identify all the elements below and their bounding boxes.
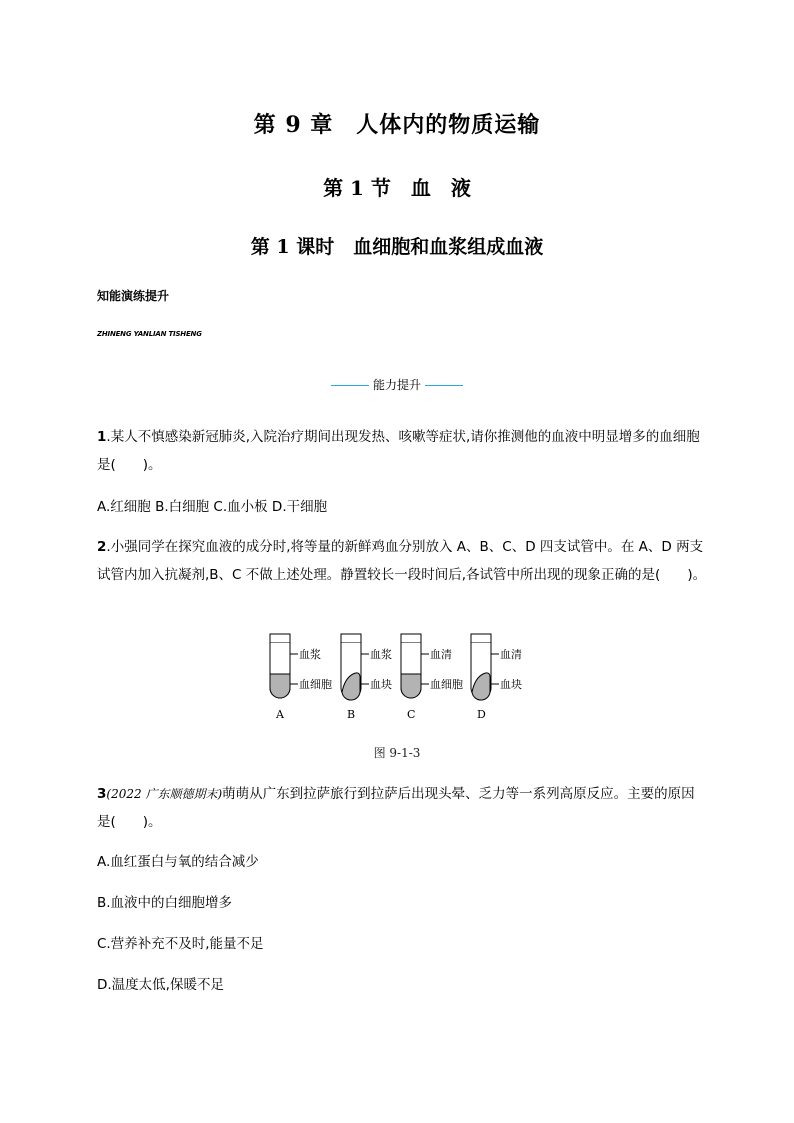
question-2-number: 2	[97, 539, 107, 555]
question-1	[97, 423, 707, 479]
chapter-title: 第 9 章 人体内的物质运输	[253, 112, 541, 138]
question-3	[97, 780, 707, 836]
question-3-option-a: A.血红蛋白与氧的结合减少	[97, 854, 259, 870]
lesson-title: 第 1 课时 血细胞和血浆组成血液	[250, 236, 544, 258]
tube-d-top-label: 血清	[500, 648, 522, 661]
tube-d	[471, 634, 522, 721]
tube-d-bottom-label: 血块	[500, 678, 522, 691]
banner-line-left	[331, 385, 369, 386]
tube-a-top-label: 血浆	[299, 648, 321, 661]
question-3-option-d: D.温度太低,保暖不足	[97, 977, 224, 993]
tube-b-top-label: 血浆	[370, 648, 392, 661]
question-3-source: (2022 广东顺德期末)	[106, 787, 223, 801]
tube-c-letter: C	[407, 708, 416, 721]
test-tube-figure	[265, 632, 535, 724]
tube-c-top-label: 血清	[430, 648, 452, 661]
figure-caption: 图 9-1-3	[373, 746, 421, 760]
section-title: 第 1 节 血 液	[323, 176, 471, 200]
tube-a	[270, 634, 332, 721]
ability-banner	[0, 376, 794, 393]
practice-title: 知能演练提升	[97, 289, 170, 303]
question-3-option-c: C.营养补充不及时,能量不足	[97, 936, 264, 952]
tube-a-letter: A	[276, 708, 284, 721]
question-1-text: .某人不慎感染新冠肺炎,入院治疗期间出现发热、咳嗽等症状,请你推测他的血液中明显增多的血细胞是( )。	[97, 429, 700, 473]
question-1-options: A.红细胞 B.白细胞 C.血小板 D.干细胞	[97, 499, 328, 515]
tube-d-letter: D	[477, 708, 486, 721]
question-3-text: 萌萌从广东到拉萨旅行到拉萨后出现头晕、乏力等一系列高原反应。主要的原因是( )。	[97, 786, 695, 830]
tube-b	[341, 634, 392, 721]
banner-line-right	[425, 385, 463, 386]
ability-banner-label: 能力提升	[372, 378, 421, 392]
tube-c-bottom-label: 血细胞	[430, 678, 463, 691]
question-1-number: 1	[97, 429, 107, 445]
tube-b-letter: B	[347, 708, 356, 721]
practice-pinyin: ZHINENG YANLIAN TISHENG	[97, 330, 202, 338]
tube-a-bottom-label: 血细胞	[299, 678, 332, 691]
tube-b-bottom-label: 血块	[370, 678, 392, 691]
question-2	[97, 533, 707, 589]
question-3-option-b: B.血液中的白细胞增多	[97, 895, 233, 911]
tube-c	[401, 634, 463, 721]
question-3-number: 3	[97, 786, 107, 802]
question-2-text: .小强同学在探究血液的成分时,将等量的新鲜鸡血分别放入 A、B、C、D 四支试管中。在 A、D 两支试管内加入抗凝剂,B、C 不做上述处理。静置较长一段时间后,各试管中所出现的现象正确的是( )。	[97, 539, 707, 583]
